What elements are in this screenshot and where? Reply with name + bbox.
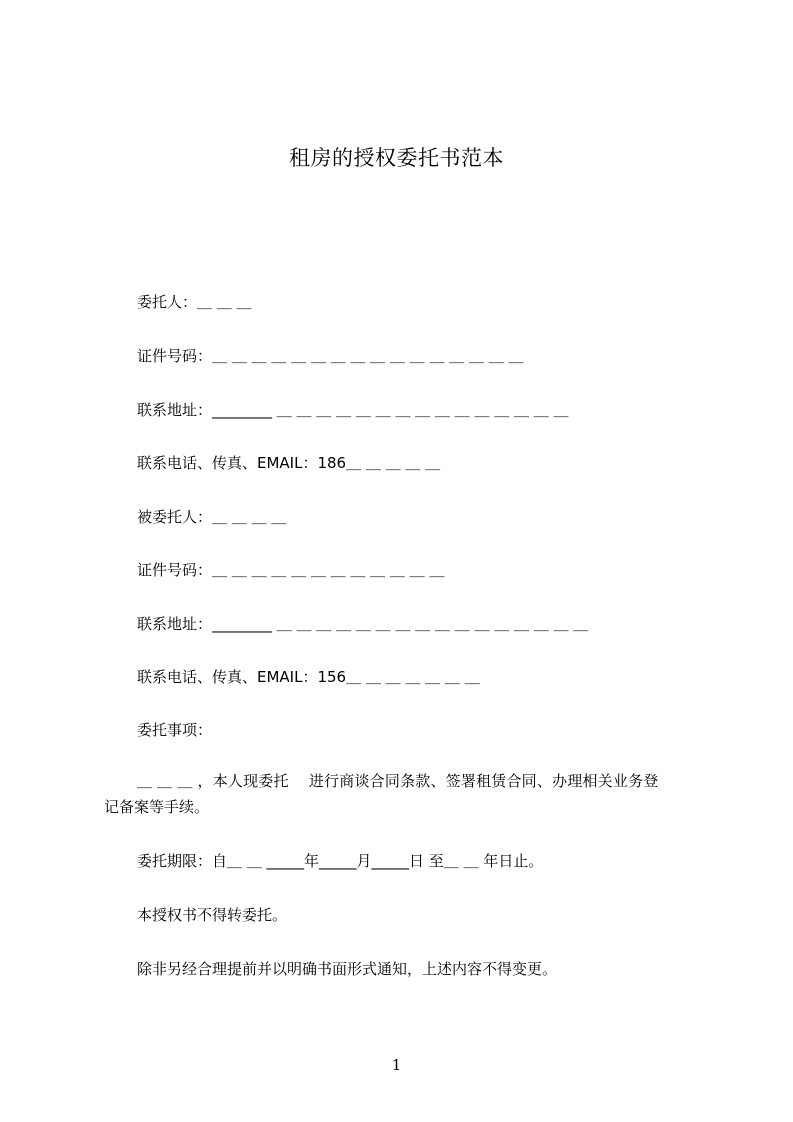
agent-id-line: 证件号码：＿ ＿ ＿ ＿ ＿ ＿ ＿ ＿ ＿ ＿ ＿ ＿ [137, 561, 445, 579]
entrustment-period-line: 委托期限：自＿ ＿ _____年_____月_____日 至＿ ＿ 年日止。 [137, 852, 544, 870]
principal-address-line: 联系地址：________ ＿ ＿ ＿ ＿ ＿ ＿ ＿ ＿ ＿ ＿ ＿ ＿ ＿ ＿ ＿ [137, 401, 569, 419]
agent-contact-line: 联系电话、传真、EMAIL：156＿ ＿ ＿ ＿ ＿ ＿ ＿ [137, 668, 480, 686]
paragraph-line-1: ＿ ＿ ＿ ，本人现委托 进行商谈合同条款、签署租赁合同、办理相关业务登 [137, 772, 659, 790]
page-number: 1 [391, 1056, 402, 1074]
principal-id-line: 证件号码：＿ ＿ ＿ ＿ ＿ ＿ ＿ ＿ ＿ ＿ ＿ ＿ ＿ ＿ ＿ ＿ [137, 347, 524, 365]
principal-contact-line: 联系电话、传真、EMAIL：186＿ ＿ ＿ ＿ ＿ [137, 454, 441, 472]
entrusted-matters-paragraph [104, 768, 704, 820]
no-sub-delegation-line: 本授权书不得转委托。 [137, 906, 288, 924]
no-change-clause-line: 除非另经合理提前并以明确书面形式通知，上述内容不得变更。 [137, 960, 558, 978]
agent-line: 被委托人：＿ ＿ ＿ ＿ [137, 508, 287, 526]
entrusted-matters-heading: 委托事项： [137, 721, 213, 739]
document-title: 租房的授权委托书范本 [289, 146, 504, 170]
paragraph-line-2: 记备案等手续。 [104, 798, 210, 816]
agent-address-line: 联系地址：________ ＿ ＿ ＿ ＿ ＿ ＿ ＿ ＿ ＿ ＿ ＿ ＿ ＿ ＿ ＿ ＿ [137, 615, 589, 633]
principal-line: 委托人：＿ ＿ ＿ [137, 293, 252, 311]
